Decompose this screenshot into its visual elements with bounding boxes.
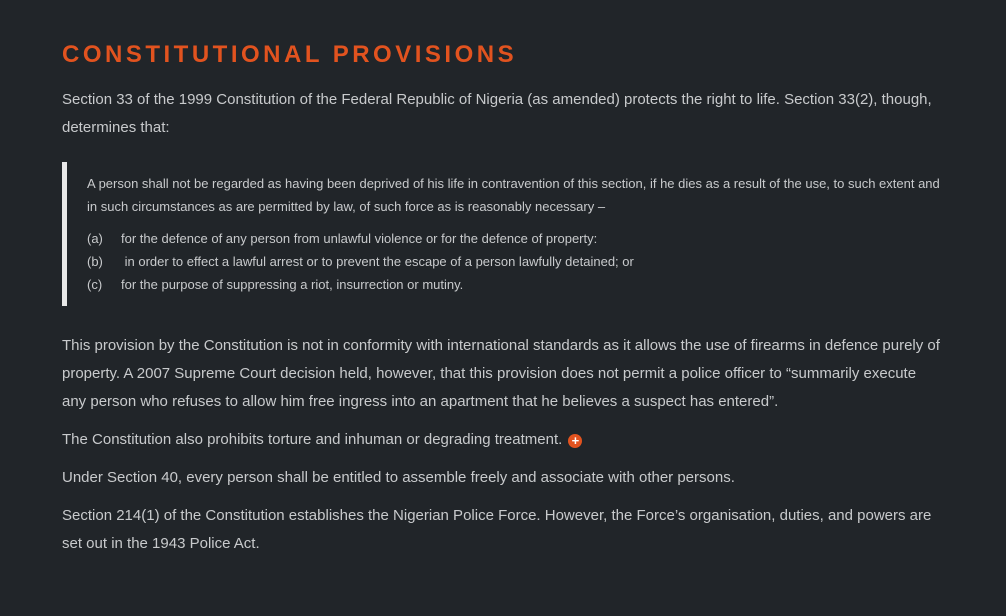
paragraph-torture [62,426,942,454]
quote-item-b [87,250,942,273]
paragraph-firearms: This provision by the Constitution is not in conformity with international standards as it allows the use of firearms in defence purely of property. A 2007 Supreme Court decision held, however, that this provision does not permit a police officer to “summarily execute any person who refuses to allow him free ingress into an apartment that he believes a suspect has entered”. [62,337,940,410]
quote-item-a [87,227,942,250]
quote-item-text: for the purpose of suppressing a riot, insurrection or mutiny. [121,277,464,292]
quote-item-label: (b) [87,254,103,269]
article-content [62,40,942,568]
paragraph-torture-text: The Constitution also prohibits torture and inhuman or degrading treatment. [62,431,563,448]
paragraph-assembly: Under Section 40, every person shall be entitled to assemble freely and associate with other persons. [62,469,735,486]
plus-circle-icon[interactable]: + [568,434,582,448]
quote-item-c [87,273,942,296]
section-heading: CONSTITUTIONAL PROVISIONS [62,41,518,68]
quote-item-text: in order to effect a lawful arrest or to prevent the escape of a person lawfully detained; or [121,254,634,269]
constitution-quote [62,162,942,306]
paragraph-police-force: Section 214(1) of the Constitution establishes the Nigerian Police Force. However, the Force’s organisation, duties, and powers are set out in the 1943 Police Act. [62,507,932,552]
quote-item-label: (a) [87,231,103,246]
quote-item-label: (c) [87,277,103,292]
quote-lead: A person shall not be regarded as having been deprived of his life in contravention of this section, if he dies as a result of the use, to such extent and in such circumstances as are permitted by law, of such force as is reasonably necessary – [87,176,940,214]
intro-paragraph: Section 33 of the 1999 Constitution of the Federal Republic of Nigeria (as amended) protects the right to life. Section 33(2), though, determines that: [62,91,932,136]
quote-item-text: for the defence of any person from unlawful violence or for the defence of property: [121,231,598,246]
